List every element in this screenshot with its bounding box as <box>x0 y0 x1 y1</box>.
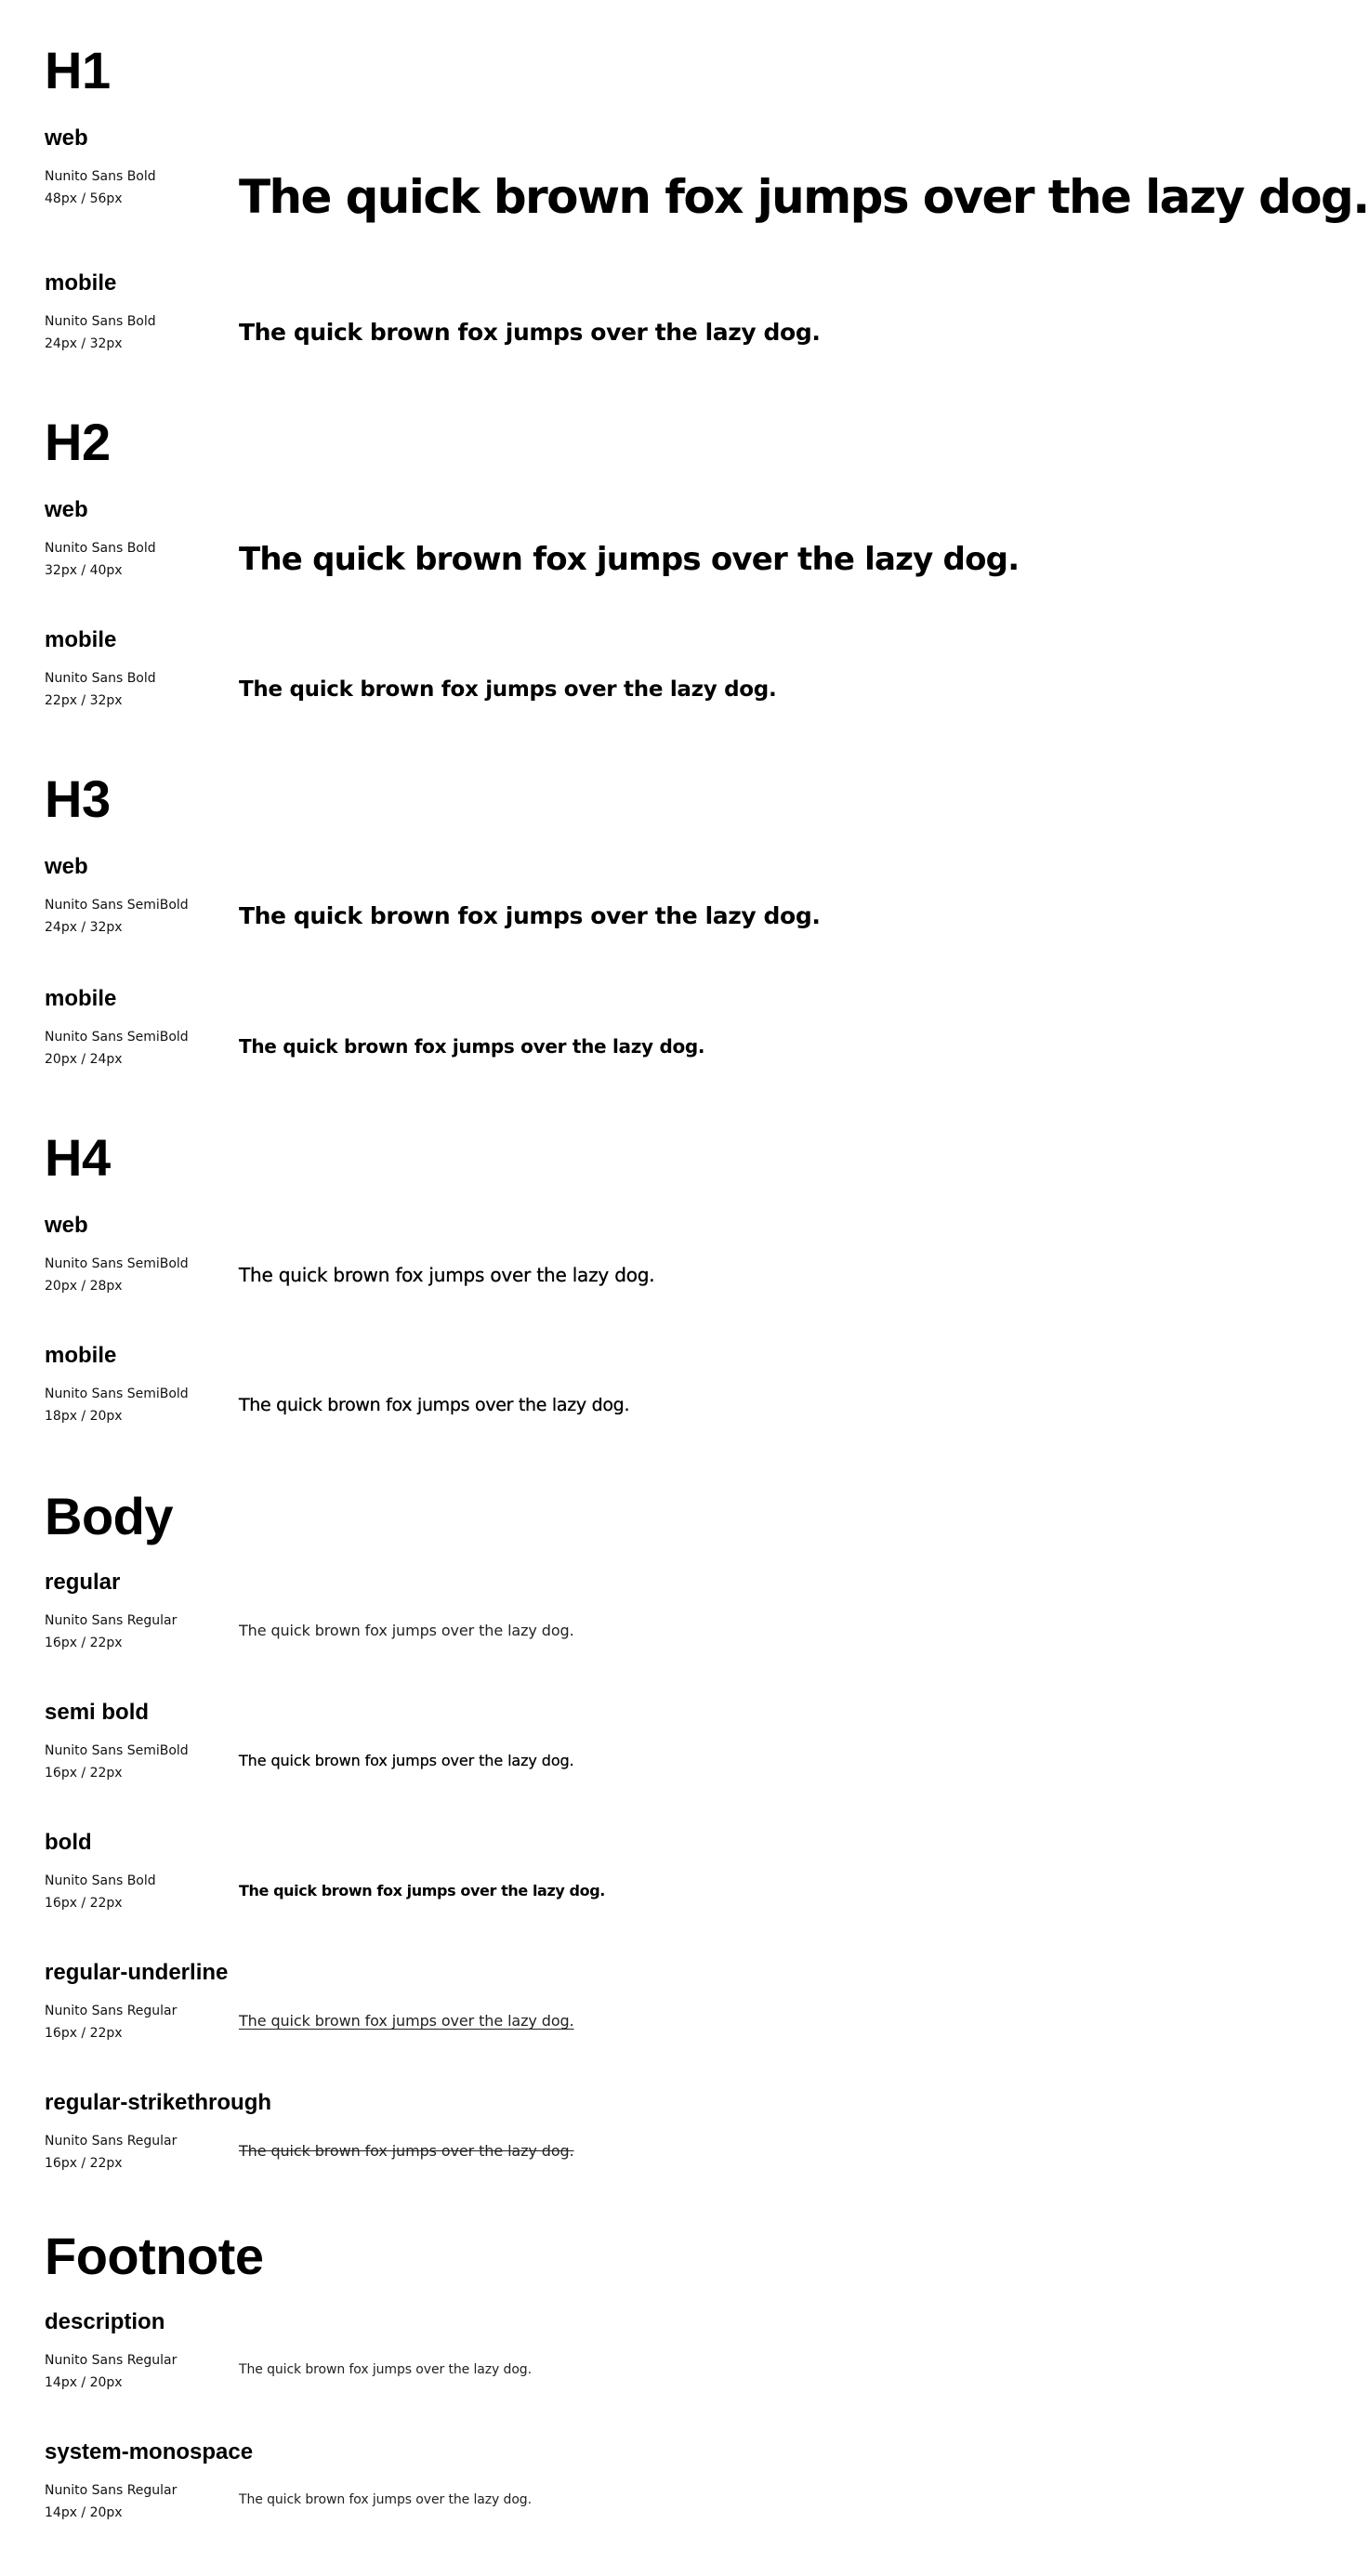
type-spec <box>45 537 230 582</box>
font-name: Nunito Sans SemiBold <box>45 1256 189 1271</box>
variant-name: regular <box>45 1570 121 1595</box>
font-name: Nunito Sans Bold <box>45 1873 156 1888</box>
variant-name: mobile <box>45 986 117 1011</box>
font-size: 16px / 22px <box>45 1766 123 1781</box>
font-name: Nunito Sans Regular <box>45 2483 178 2498</box>
font-name: Nunito Sans SemiBold <box>45 1743 189 1758</box>
section-h4 <box>45 1128 1241 1424</box>
sample-text: The quick brown fox jumps over the lazy dog. <box>239 1622 574 1639</box>
font-name: Nunito Sans SemiBold <box>45 1030 189 1045</box>
variant-name: web <box>45 497 88 522</box>
section-title: Footnote <box>45 2227 264 2285</box>
sample-text: The quick brown fox jumps over the lazy dog. <box>239 2362 532 2377</box>
sample-text: The quick brown fox jumps over the lazy dog. <box>239 319 821 346</box>
type-spec <box>45 1026 230 1071</box>
font-name: Nunito Sans Bold <box>45 314 156 329</box>
font-size: 16px / 22px <box>45 1636 123 1650</box>
type-spec <box>45 1610 230 1654</box>
font-size: 14px / 20px <box>45 2375 123 2390</box>
font-size: 22px / 32px <box>45 693 123 708</box>
sample-text: The quick brown fox jumps over the lazy dog. <box>239 1882 605 1899</box>
type-spec <box>45 667 230 712</box>
section-h2 <box>45 413 1241 708</box>
font-name: Nunito Sans Bold <box>45 169 156 184</box>
font-size: 24px / 32px <box>45 920 123 935</box>
font-name: Nunito Sans Bold <box>45 541 156 556</box>
variant-name: web <box>45 1213 88 1238</box>
section-h3 <box>45 769 1241 1067</box>
sample-text: The quick brown fox jumps over the lazy dog. <box>239 1035 705 1058</box>
sample-text: The quick brown fox jumps over the lazy dog. <box>239 2012 574 2030</box>
font-size: 24px / 32px <box>45 336 123 351</box>
font-size: 48px / 56px <box>45 191 123 206</box>
variant-name: web <box>45 854 88 879</box>
type-spec <box>45 2000 230 2044</box>
type-spec <box>45 1383 230 1427</box>
variant-name: system-monospace <box>45 2439 254 2464</box>
sample-text: The quick brown fox jumps over the lazy dog. <box>239 1752 574 1769</box>
font-name: Nunito Sans Regular <box>45 1613 178 1628</box>
font-name: Nunito Sans Regular <box>45 2353 178 2368</box>
sample-text: The quick brown fox jumps over the lazy dog. <box>239 2492 532 2507</box>
font-size: 20px / 28px <box>45 1279 123 1294</box>
section-footnote <box>45 2227 1241 2520</box>
section-title: H3 <box>45 769 111 828</box>
font-size: 16px / 22px <box>45 2156 123 2171</box>
type-spec <box>45 1870 230 1914</box>
type-spec <box>45 2479 230 2524</box>
variant-name: description <box>45 2309 165 2334</box>
variant-name: regular-underline <box>45 1960 229 1985</box>
type-spec <box>45 1740 230 1784</box>
sample-text: The quick brown fox jumps over the lazy dog. <box>239 902 821 929</box>
font-size: 32px / 40px <box>45 563 123 578</box>
section-title: H1 <box>45 41 111 99</box>
font-name: Nunito Sans Bold <box>45 671 156 686</box>
font-size: 14px / 20px <box>45 2505 123 2520</box>
font-size: 16px / 22px <box>45 2026 123 2041</box>
sample-text: The quick brown fox jumps over the lazy dog. <box>239 677 777 702</box>
variant-name: bold <box>45 1830 92 1855</box>
type-spec <box>45 2130 230 2175</box>
sample-text: The quick brown fox jumps over the lazy dog. <box>239 2142 574 2160</box>
type-spec <box>45 310 230 355</box>
sample-text: The quick brown fox jumps over the lazy dog. <box>239 1264 655 1286</box>
variant-name: web <box>45 125 88 151</box>
font-size: 18px / 20px <box>45 1409 123 1424</box>
type-spec <box>45 1253 230 1297</box>
variant-name: regular-strikethrough <box>45 2090 272 2115</box>
section-title: H4 <box>45 1128 111 1187</box>
type-spec <box>45 165 230 210</box>
sample-text: The quick brown fox jumps over the lazy dog. <box>239 541 1020 578</box>
section-h1 <box>45 41 1369 351</box>
section-body <box>45 1487 1241 2171</box>
font-name: Nunito Sans Regular <box>45 2134 178 2149</box>
font-size: 16px / 22px <box>45 1896 123 1911</box>
sample-text: The quick brown fox jumps over the lazy dog. <box>239 170 1369 224</box>
section-title: H2 <box>45 413 111 471</box>
type-spec <box>45 894 230 939</box>
font-name: Nunito Sans SemiBold <box>45 898 189 913</box>
sample-text: The quick brown fox jumps over the lazy dog. <box>239 1395 630 1415</box>
variant-name: mobile <box>45 270 117 296</box>
font-size: 20px / 24px <box>45 1052 123 1067</box>
font-name: Nunito Sans SemiBold <box>45 1387 189 1401</box>
variant-name: mobile <box>45 627 117 652</box>
type-spec <box>45 2349 230 2394</box>
font-name: Nunito Sans Regular <box>45 2004 178 2018</box>
section-title: Body <box>45 1487 173 1545</box>
variant-name: mobile <box>45 1343 117 1368</box>
variant-name: semi bold <box>45 1700 150 1725</box>
